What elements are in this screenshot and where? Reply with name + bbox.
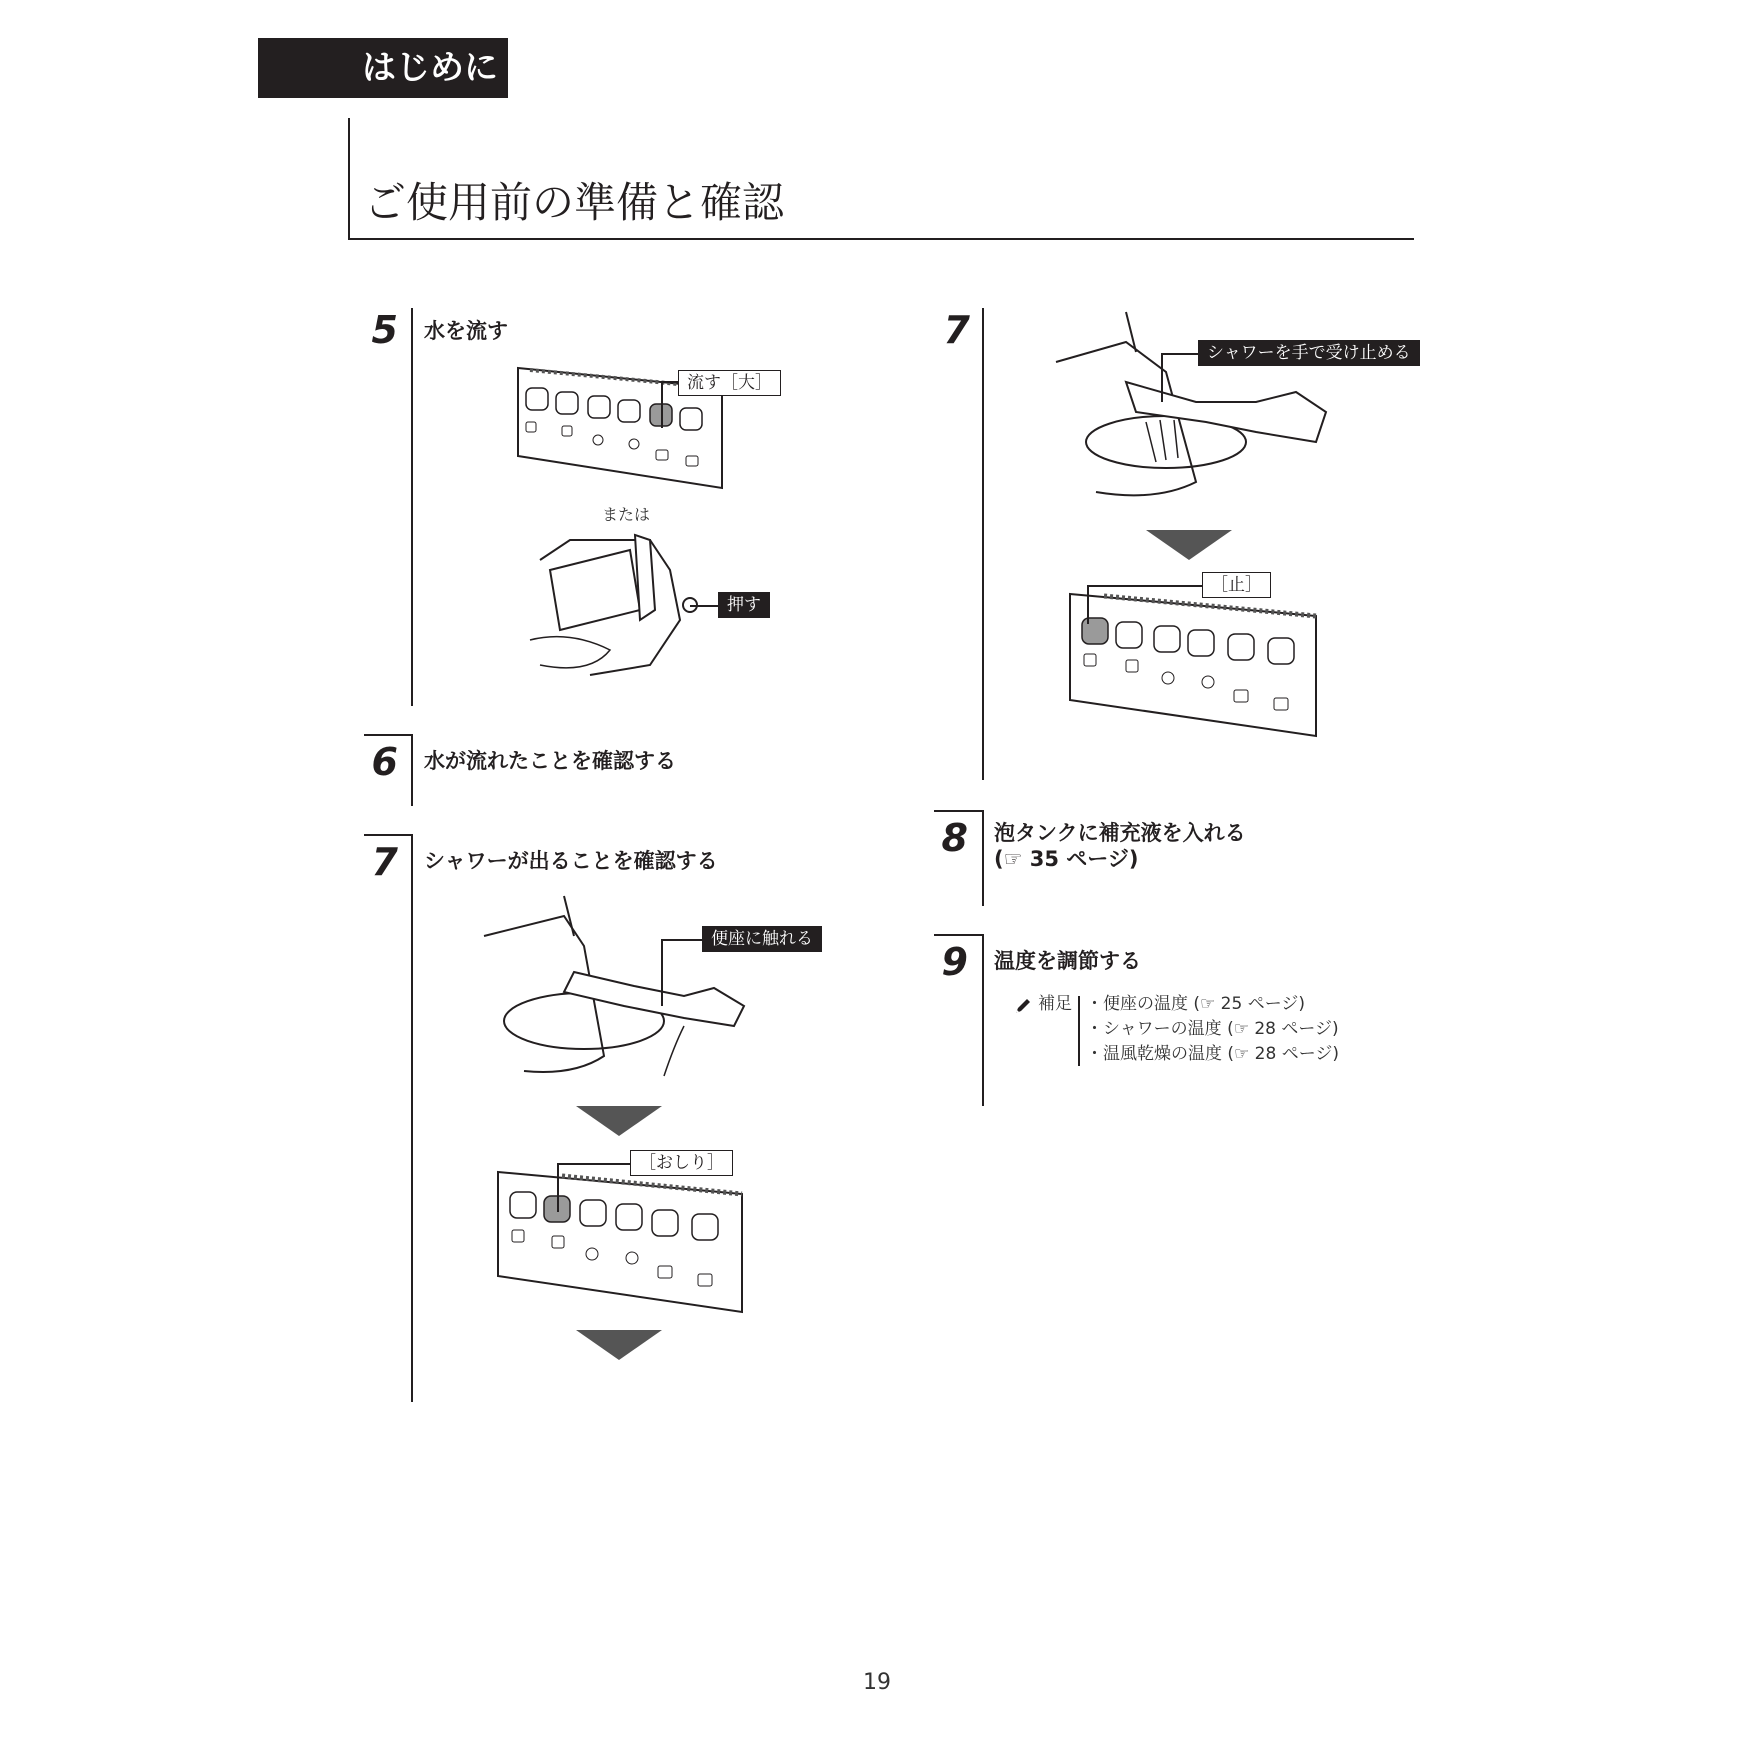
- callout-leader-oshiri: [556, 1162, 632, 1214]
- step-rule-7-continued: [982, 308, 984, 780]
- callout-leader-push: [690, 604, 720, 608]
- down-arrow-2: [576, 1330, 662, 1360]
- step-rule-top-6: [364, 734, 412, 736]
- note-label: 補足: [1038, 994, 1072, 1014]
- callout-oshiri: ［おしり］: [630, 1150, 733, 1176]
- step-rule-8: [982, 810, 984, 906]
- page-title: ご使用前の準備と確認: [364, 178, 785, 227]
- step-number-7: 7: [371, 840, 398, 884]
- title-vertical-rule: [348, 118, 350, 240]
- step-title-6: 水が流れたことを確認する: [424, 749, 676, 773]
- callout-push: 押す: [718, 592, 770, 618]
- step-rule-5: [411, 308, 413, 706]
- step-title-5: 水を流す: [424, 319, 508, 343]
- note-rule: [1078, 996, 1080, 1066]
- step-rule-9: [982, 934, 984, 1106]
- note-item: ・シャワーの温度 (☞ 28 ページ): [1086, 1019, 1339, 1039]
- callout-catch-shower: シャワーを手で受け止める: [1198, 340, 1420, 366]
- note-item: ・温風乾燥の温度 (☞ 28 ページ): [1086, 1044, 1340, 1064]
- note-item: ・便座の温度 (☞ 25 ページ): [1086, 994, 1306, 1014]
- or-text: または: [602, 505, 651, 524]
- step-title-8: 泡タンクに補充液を入れる: [994, 821, 1246, 845]
- step-number-5: 5: [371, 308, 398, 352]
- callout-stop: ［止］: [1202, 572, 1271, 598]
- step-number-8: 8: [941, 816, 968, 860]
- title-horizontal-rule: [348, 238, 1414, 240]
- step-rule-top-9: [934, 934, 982, 936]
- pencil-icon: [1014, 997, 1032, 1015]
- down-arrow-3: [1146, 530, 1232, 560]
- callout-leader-flush: [660, 382, 680, 432]
- callout-leader-seat: [660, 938, 704, 1008]
- section-tab: はじめに: [258, 38, 508, 98]
- callout-flush-large: 流す［大］: [678, 370, 781, 396]
- step-title-7: シャワーが出ることを確認する: [424, 849, 718, 873]
- step-title-8-reference: (☞ 35 ページ): [994, 847, 1139, 871]
- step-number-7-continued: 7: [943, 308, 970, 352]
- step-title-9: 温度を調節する: [994, 949, 1141, 973]
- down-arrow-1: [576, 1106, 662, 1136]
- step-rule-top-7: [364, 834, 412, 836]
- step-rule-6: [411, 734, 413, 806]
- callout-touch-seat: 便座に触れる: [702, 926, 822, 952]
- step-number-9: 9: [941, 940, 968, 984]
- step-number-6: 6: [371, 740, 398, 784]
- page-number: 19: [863, 1670, 891, 1695]
- step-rule-top-8: [934, 810, 982, 812]
- step-rule-7: [411, 834, 413, 1402]
- callout-leader-stop: [1086, 584, 1204, 626]
- callout-leader-hand: [1160, 352, 1200, 404]
